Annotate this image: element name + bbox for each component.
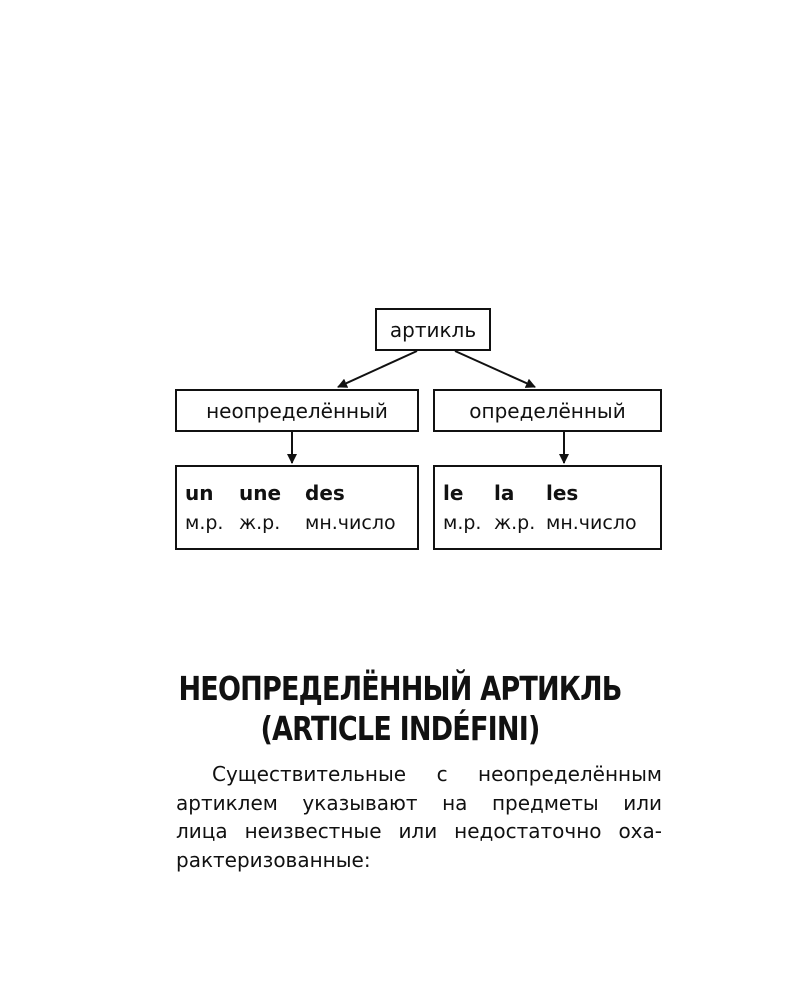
indefinite-article-box bbox=[175, 389, 419, 432]
gloss-feminine: ж.р. bbox=[494, 512, 536, 534]
gloss-masculine: м.р. bbox=[443, 512, 482, 534]
paragraph-line: Существительные с неопределённым bbox=[212, 762, 662, 786]
gloss-plural: мн.число bbox=[546, 512, 637, 534]
gloss-masculine: м.р. bbox=[185, 512, 224, 534]
section-heading-line-1: НЕОПРЕДЕЛЁННЫЙ АРТИКЛЬ bbox=[178, 669, 622, 709]
indefinite-article-label: неопределённый bbox=[206, 398, 388, 423]
body-paragraph bbox=[176, 760, 662, 874]
form-la: la bbox=[494, 481, 515, 505]
paragraph-line: лица неизвестные или недостаточно оха- bbox=[176, 819, 662, 843]
form-le: le bbox=[443, 481, 464, 505]
form-des: des bbox=[305, 481, 345, 505]
paragraph-line: рактеризованные: bbox=[176, 847, 371, 872]
form-une: une bbox=[239, 481, 282, 505]
definite-article-box bbox=[433, 389, 662, 432]
article-root-label: артикль bbox=[389, 317, 477, 342]
indefinite-forms-box bbox=[175, 465, 419, 550]
gloss-feminine: ж.р. bbox=[239, 512, 281, 534]
arrow-root-to-definite bbox=[455, 351, 535, 387]
paragraph-line: артиклем указывают на предметы или bbox=[176, 790, 662, 815]
article-root-box bbox=[375, 308, 491, 351]
section-heading-line-2: (ARTICLE INDÉFINI) bbox=[260, 709, 540, 749]
section-heading bbox=[154, 669, 646, 749]
definite-forms-box bbox=[433, 465, 662, 550]
form-les: les bbox=[546, 481, 579, 505]
form-un: un bbox=[185, 481, 214, 505]
definite-article-label: определённый bbox=[469, 398, 626, 423]
arrow-root-to-indefinite bbox=[338, 351, 417, 387]
gloss-plural: мн.число bbox=[305, 512, 396, 534]
